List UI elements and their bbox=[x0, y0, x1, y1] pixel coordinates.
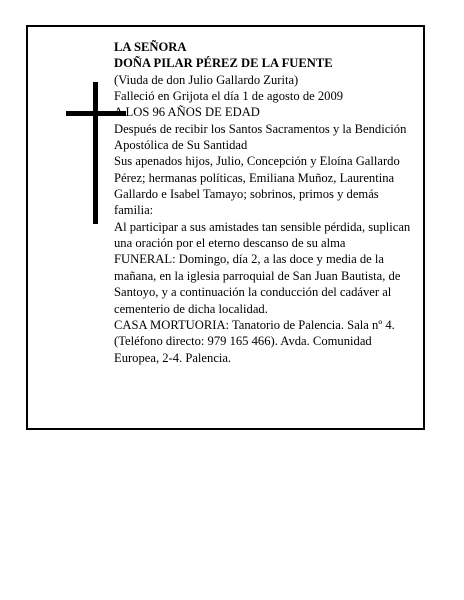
honorific: LA SEÑORA bbox=[114, 40, 187, 54]
mortuary-paragraph: CASA MORTUORIA: Tanatorio de Palencia. Sala nº 4. (Teléfono directo: 979 165 466). Avda. Comunidad Europea, 2-4. Palencia. bbox=[114, 317, 395, 365]
age-line: A LOS 96 AÑOS DE EDAD bbox=[114, 105, 260, 120]
family-paragraph: Sus apenados hijos, Julio, Concepción y Eloína Gallardo Pérez; hermanas políticas, Emiliana Muñoz, Laurentina Gallardo e Isabel Tamayo; sobrinos, primos y demás familia: bbox=[114, 154, 400, 218]
notice-body bbox=[114, 39, 418, 366]
deceased-name: DOÑA PILAR PÉREZ DE LA FUENTE bbox=[114, 56, 333, 71]
cross-vertical-bar bbox=[93, 82, 98, 224]
funeral-paragraph: FUNERAL: Domingo, día 2, a las doce y media de la mañana, en la iglesia parroquial de San Juan Bautista, de Santoyo, y a continuación la conducción del cadáver al cementerio de dicha localidad. bbox=[114, 252, 401, 316]
death-line: Falleció en Grijota el día 1 de agosto de 2009 bbox=[114, 89, 344, 104]
sacraments-paragraph: Después de recibir los Santos Sacramentos y la Bendición Apostólica de Su Santidad bbox=[114, 121, 407, 153]
request-paragraph: Al participar a sus amistades tan sensible pérdida, suplican una oración por el eterno descanso de su alma bbox=[114, 219, 411, 251]
widow-line: (Viuda de don Julio Gallardo Zurita) bbox=[114, 72, 299, 87]
